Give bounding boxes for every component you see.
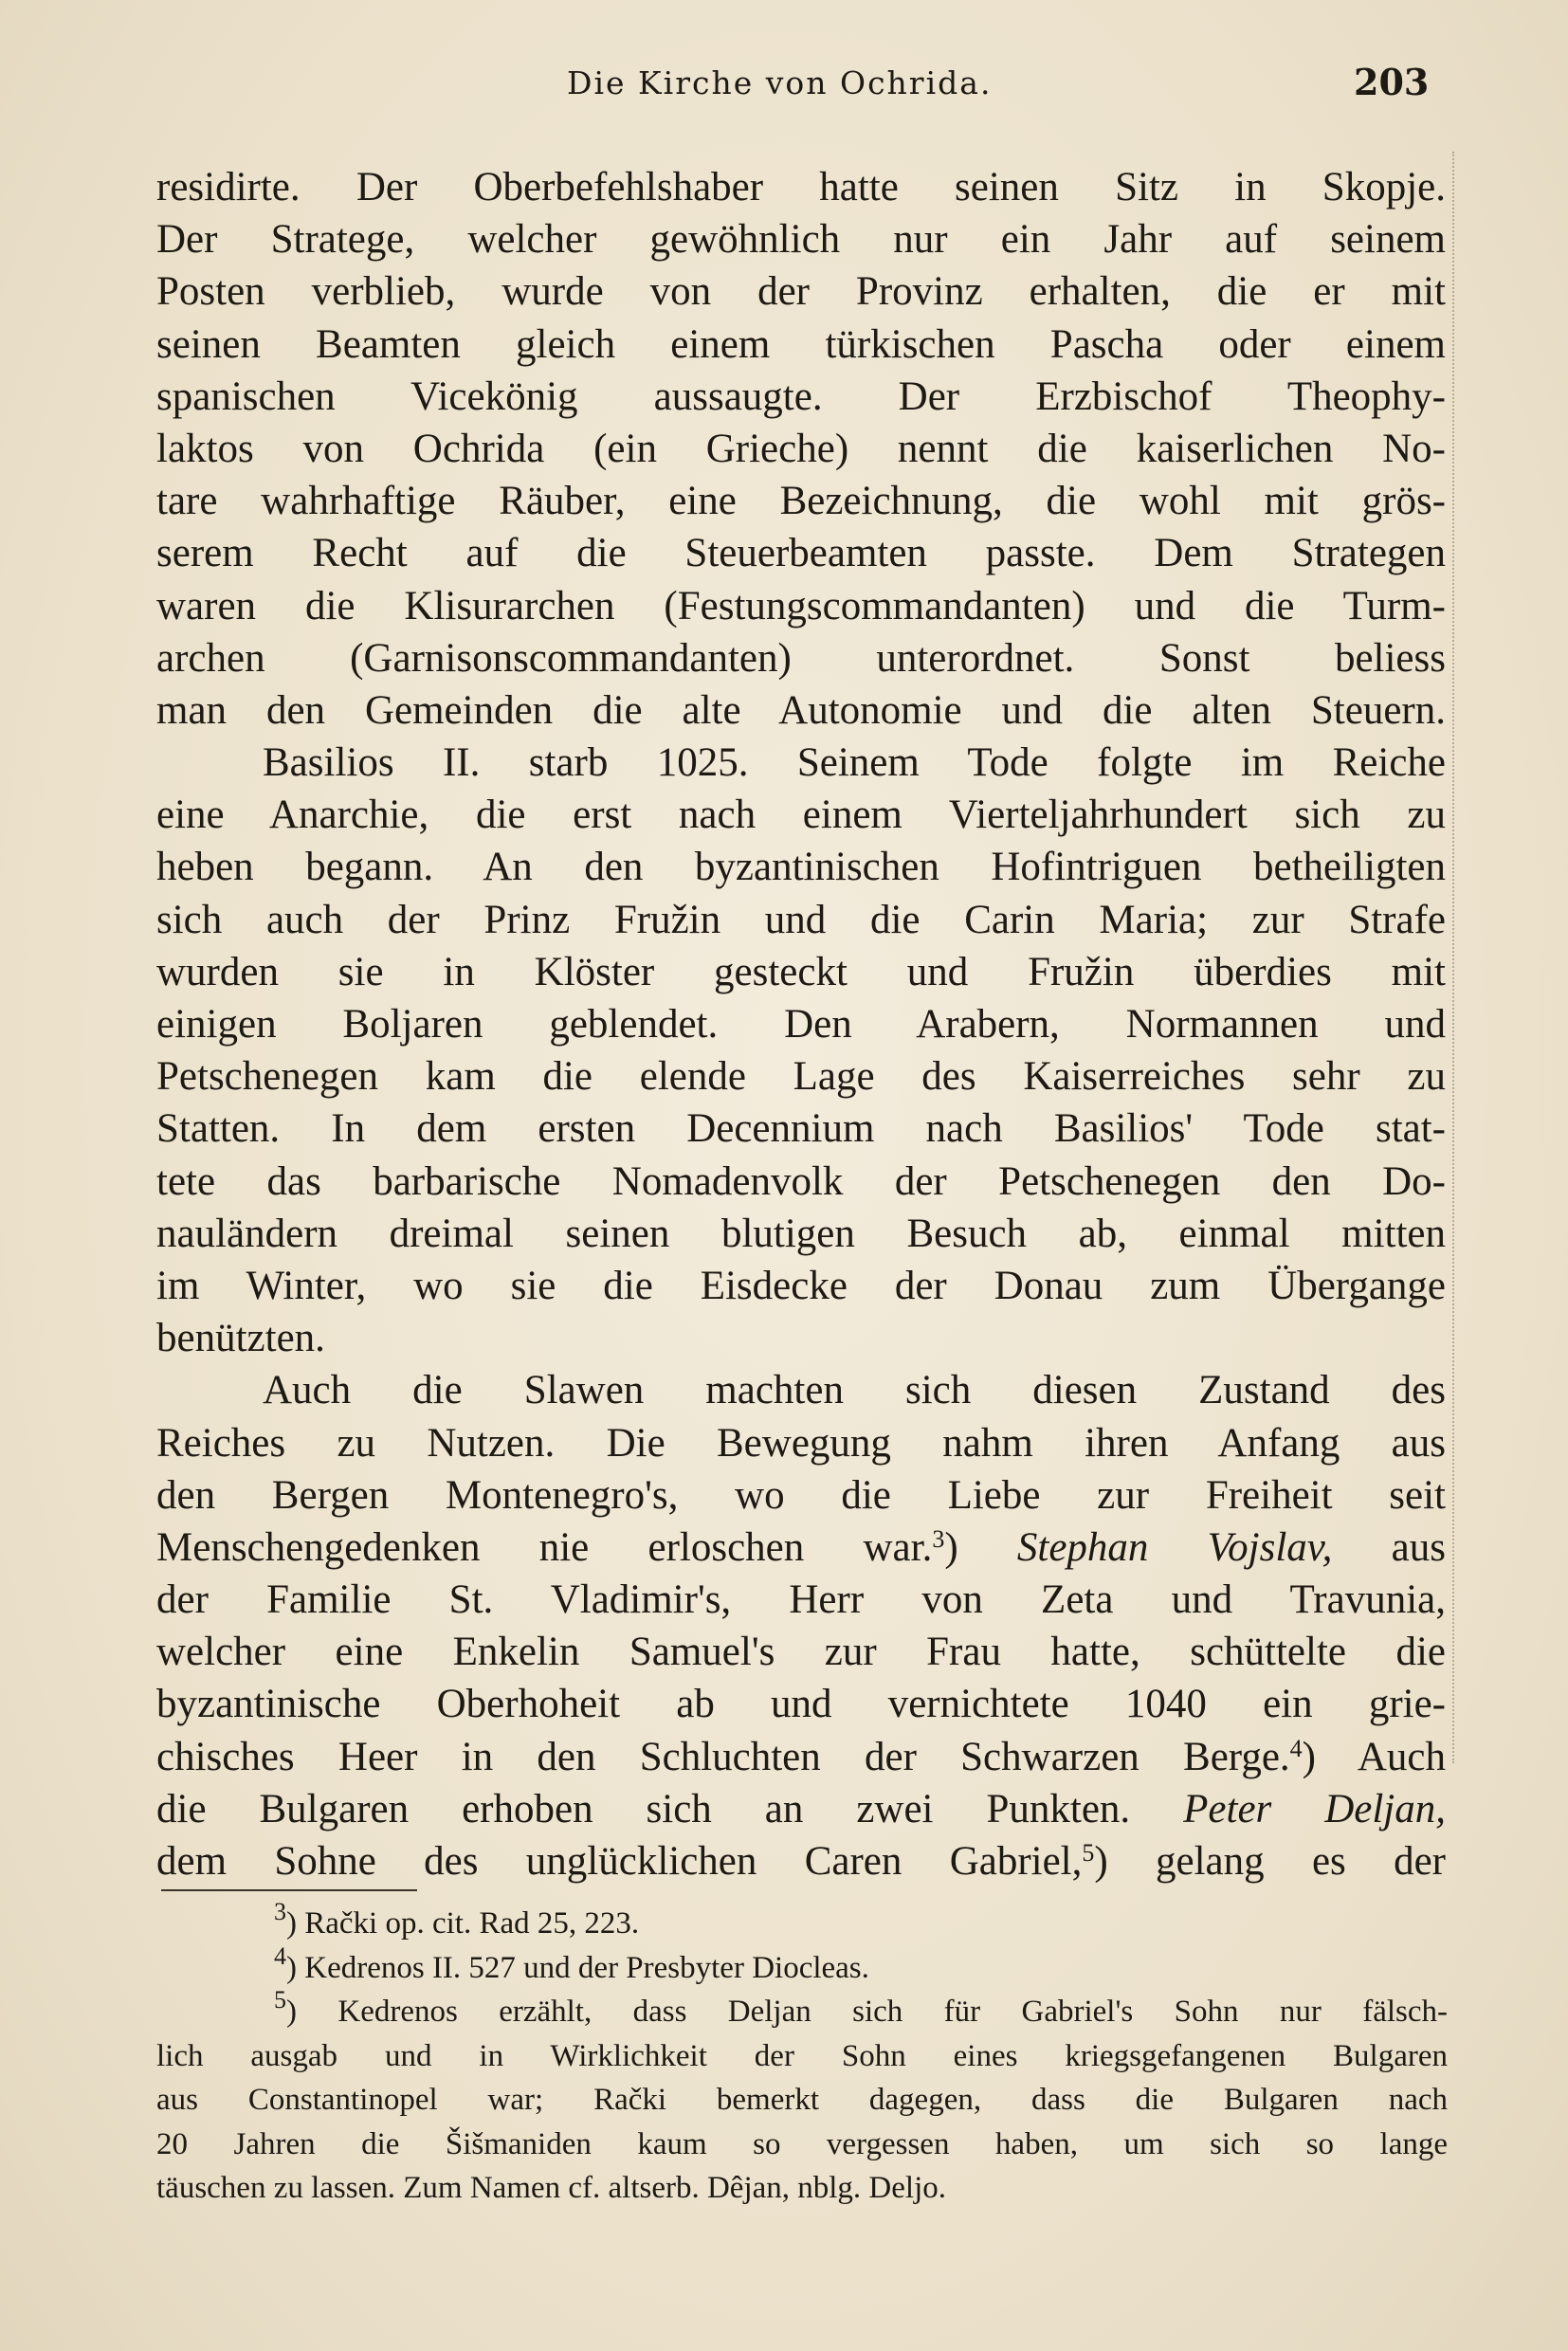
running-head	[0, 59, 1568, 116]
text-line: seinen Beamten gleich einem türkischen Pascha oder einem	[156, 321, 1446, 367]
text-line	[156, 1522, 1446, 1574]
footnote-divider	[161, 1889, 417, 1891]
text-line: spanischen Vicekönig aussaugte. Der Erzbischof Theophy-	[156, 374, 1446, 419]
text-line: Reiches zu Nutzen. Die Bewegung nahm ihren Anfang aus	[156, 1420, 1446, 1466]
text-line: wurden sie in Klöster gesteckt und Fružin überdies mit	[156, 949, 1446, 994]
text-line: byzantinische Oberhoheit ab und vernichtete 1040 ein grie-	[156, 1682, 1446, 1727]
italic-name: Stephan Vojslav,	[1016, 1524, 1333, 1570]
main-text	[156, 161, 1446, 1887]
footnote-continuation: täuschen zu lassen. Zum Namen cf. altserb. Dêjan, nblg. Deljo.	[156, 2171, 946, 2205]
text-line: eine Anarchie, die erst nach einem Vierteljahrhundert sich zu	[156, 793, 1446, 838]
text-line: Der Stratege, welcher gewöhnlich nur ein Jahr auf seinem	[156, 217, 1446, 263]
footnote-text: ) Rački op. cit. Rad 25, 223.	[286, 1906, 640, 1941]
paragraph-start-line: Basilios II. starb 1025. Seinem Tode folgte im Reiche	[263, 740, 1446, 786]
text-line	[156, 1783, 1446, 1835]
text-line: Statten. In dem ersten Decennium nach Basilios' Tode stat-	[156, 1106, 1446, 1152]
footnote	[156, 1898, 1448, 1946]
text-run: die Bulgaren erhoben sich an zwei Punkten.	[156, 1786, 1184, 1832]
paragraph-start-line: Auch die Slawen machten sich diesen Zustand des	[263, 1368, 1446, 1413]
footnote-ref: 5	[1082, 1839, 1095, 1867]
text-run: ) Auch	[1302, 1734, 1446, 1779]
text-line: archen (Garnisonscommandanten) unterordnet. Sonst beliess	[156, 635, 1446, 681]
footnote-ref: 4	[1289, 1734, 1303, 1762]
text-line: tete das barbarische Nomadenvolk der Petschenegen den Do-	[156, 1158, 1446, 1204]
footnote-continuation: 20 Jahren die Šišmaniden kaum so vergessen haben, um sich so lange	[156, 2126, 1448, 2161]
text-run: aus	[1332, 1524, 1446, 1570]
text-run: Menschengedenken nie erloschen war.	[156, 1524, 933, 1570]
margin-pencil-marks	[1452, 152, 1483, 1763]
text-run: )	[944, 1524, 1017, 1570]
text-run: chisches Heer in den Schluchten der Schwarzen Berge.	[156, 1734, 1290, 1779]
text-line: residirte. Der Oberbefehlshaber hatte seinen Sitz in Skopje.	[156, 165, 1446, 210]
text-run: ) gelang es der	[1094, 1839, 1446, 1884]
footnote-text: ) Kedrenos II. 527 und der Presbyter Diocleas.	[286, 1950, 869, 1985]
text-line: waren die Klisurarchen (Festungscommandanten) und die Turm-	[156, 583, 1446, 629]
footnote-ref: 3	[932, 1524, 945, 1553]
text-line: sich auch der Prinz Fružin und die Carin Maria; zur Strafe	[156, 897, 1446, 942]
text-line	[156, 1731, 1446, 1783]
text-line: den Bergen Montenegro's, wo die Liebe zur Freiheit seit	[156, 1472, 1446, 1518]
footnote	[156, 1941, 1448, 1991]
paragraph-end-line: benützten.	[156, 1316, 325, 1361]
text-line: man den Gemeinden die alte Autonomie und die alten Steuern.	[156, 687, 1446, 733]
text-line: einigen Boljaren geblendet. Den Arabern, Normannen und	[156, 1002, 1446, 1047]
text-line: Posten verblieb, wurde von der Provinz erhalten, die er mit	[156, 269, 1446, 315]
text-line: serem Recht auf die Steuerbeamten passte. Dem Strategen	[156, 531, 1446, 576]
footnote	[156, 1986, 1448, 2034]
footnote-mark: 5	[274, 1986, 286, 2014]
text-line: welcher eine Enkelin Samuel's zur Frau hatte, schüttelte die	[156, 1630, 1446, 1675]
text-line: heben begann. An den byzantinischen Hofintriguen betheiligten	[156, 845, 1446, 890]
text-line: tare wahrhaftige Räuber, eine Bezeichnung, die wohl mit grös-	[156, 479, 1446, 524]
footnote-text: ) Kedrenos erzählt, dass Deljan sich für Gabriel's Sohn nur fälsch-	[286, 1995, 1448, 2029]
italic-name: Peter Deljan,	[1183, 1786, 1447, 1832]
text-run: dem Sohne des unglücklichen Caren Gabriel,	[156, 1839, 1083, 1884]
text-line: laktos von Ochrida (ein Grieche) nennt die kaiserlichen No-	[156, 426, 1446, 471]
footnote-continuation: aus Constantinopel war; Rački bemerkt dagegen, dass die Bulgaren nach	[156, 2083, 1448, 2117]
text-line: Petschenegen kam die elende Lage des Kaiserreiches sehr zu	[156, 1054, 1446, 1100]
footnote-mark: 3	[274, 1898, 286, 1925]
page-number: 203	[1354, 61, 1430, 103]
running-title: Die Kirche von Ochrida.	[567, 64, 993, 101]
text-line	[156, 1835, 1446, 1887]
footnotes	[156, 1898, 1448, 2211]
footnote-mark: 4	[274, 1941, 286, 1970]
footnote-continuation: lich ausgab und in Wirklichkeit der Sohn eines kriegsgefangenen Bulgaren	[156, 2038, 1448, 2073]
text-line: im Winter, wo sie die Eisdecke der Donau zum Übergange	[156, 1263, 1446, 1308]
text-line: der Familie St. Vladimir's, Herr von Zeta und Travunia,	[156, 1577, 1446, 1623]
text-line: nauländern dreimal seinen blutigen Besuch ab, einmal mitten	[156, 1211, 1446, 1256]
